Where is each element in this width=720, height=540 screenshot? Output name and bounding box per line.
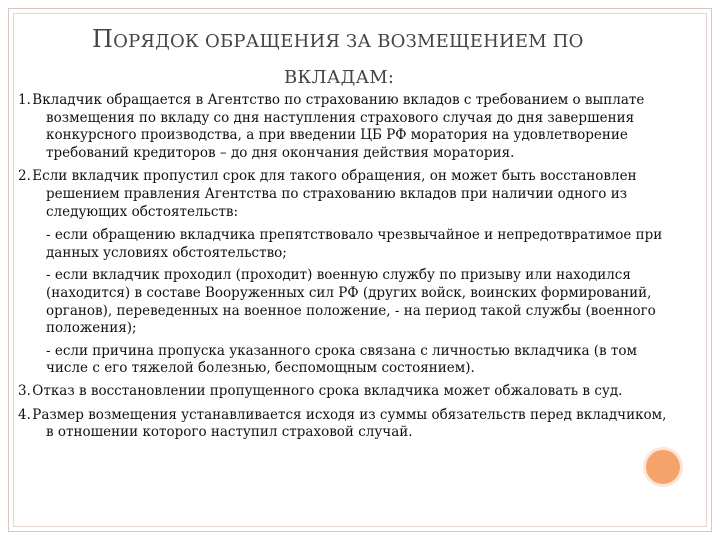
title-initial-capital: П (92, 25, 114, 53)
item-text: Отказ в восстановлении пропущенного срока вкладчика может обжаловать в суд. (28, 382, 623, 399)
slide-content (18, 92, 673, 448)
item-number: 1. (18, 92, 31, 108)
title-line-2: ВКЛАДАМ: (284, 67, 395, 88)
item-3 (18, 383, 673, 401)
item-number: 2. (18, 168, 31, 185)
item-number: 4. (18, 406, 31, 423)
title-line-1 (92, 25, 612, 53)
item-2 (18, 168, 673, 221)
sub-item-2: - если вкладчик проходил (проходит) военную службу по призыву или находился (находится) в составе Вооруженных сил РФ (других войск, воинских формирований, органов), переведенных на военное положение, - на период такой службы (военного положения); (46, 267, 656, 337)
item-number: 3. (18, 382, 31, 399)
sub-item-1: - если обращению вкладчика препятствовало чрезвычайное и непредотвратимое при данных условиях обстоятельство; (46, 227, 663, 261)
slide-title (92, 25, 612, 89)
item-text: Размер возмещения устанавливается исходя из суммы обязательств перед вкладчиком, в отношении которого наступил страховой случай. (28, 406, 667, 441)
item-1 (18, 92, 673, 162)
decorative-circle (643, 447, 683, 487)
item-4 (18, 407, 673, 442)
item-text: Вкладчик обращается в Агентство по страхованию вкладов с требованием о выплате возмещения по вкладу со дня наступления страхового случая до дня завершения конкурсного производства, а при введении ЦБ РФ моратория на удовлетворение требований кредиторов – до дня окончания действия моратория. (28, 92, 645, 161)
item-text: Если вкладчик пропустил срок для такого обращения, он может быть восстановлен решением правления Агентства по страхованию вкладов при наличии одного из следующих обстоятельств: (28, 168, 637, 220)
title-line-1-text: ОРЯДОК ОБРАЩЕНИЯ ЗА ВОЗМЕЩЕНИЕМ ПО (113, 31, 584, 52)
sub-item-3: - если причина пропуска указанного срока связана с личностью вкладчика (в том числе с его тяжелой болезнью, беспомощным состоянием). (46, 342, 638, 377)
